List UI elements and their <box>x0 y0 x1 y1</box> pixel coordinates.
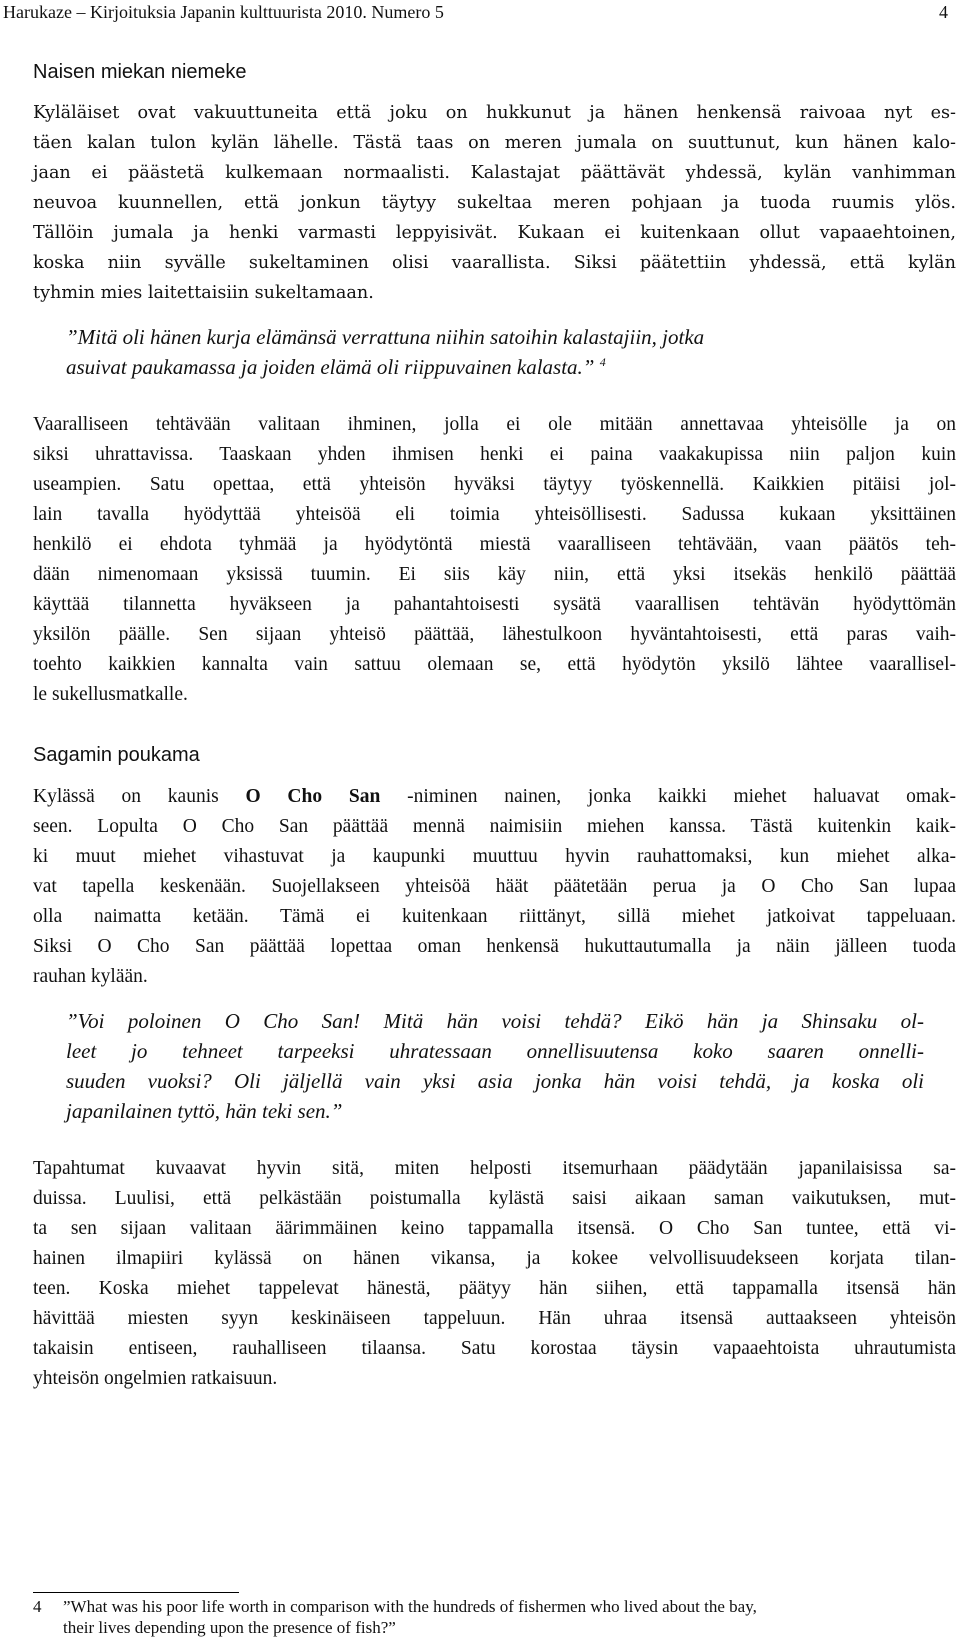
footnote-line: ”What was his poor life worth in comparison with the hundreds of fishermen who lived about the bay, <box>63 1597 757 1616</box>
text-line <box>33 872 956 902</box>
text-line: henkilö ei ehdota tyhmää ja hyödytöntä miestä vaaralliseen tehtävään, vaan päätös teh- <box>33 534 956 555</box>
quote-line: leet jo tehneet tarpeeksi uhratessaan onnellisuutensa koko saaren onnelli- <box>66 1039 924 1063</box>
text-line: Vaaralliseen tehtävään valitaan ihminen, jolla ei ole mitään annettavaa yhteisölle ja on <box>33 414 956 435</box>
text-segment: -niminen nainen, jonka kaikki miehet haluavat omak- <box>380 786 956 807</box>
text-line: täen kalan tulon kylän lähelle. Tästä taas on meren jumala on suuttunut, kun hänen kalo- <box>33 133 956 153</box>
section2-block-quote <box>66 1006 924 1126</box>
section-heading-sagamin-poukama: Sagamin poukama <box>33 744 200 766</box>
footnote-reference[interactable]: 4 <box>599 355 606 369</box>
text-line: yhteisön ongelmien ratkaisuun. <box>33 1368 278 1389</box>
text-segment: olla naimatta ketään. Tämä ei kuitenkaan riittänyt, sillä miehet jatkoivat tappeluaan. <box>33 906 956 927</box>
text-line: lain tavalla hyödyttää yhteisöä eli toimia yhteisöllisesti. Sadussa kukaan yksittäinen <box>33 504 956 525</box>
text-line <box>33 962 956 992</box>
footnote-line: their lives depending upon the presence of fish?” <box>63 1618 396 1637</box>
quote-line: japanilainen tyttö, hän teki sen.” <box>66 1099 343 1123</box>
text-line: jaan ei päästetä kulkemaan normaalisti. Kalastajat päättävät yhdessä, kylän vanhimman <box>33 163 956 183</box>
text-line: takaisin entiseen, rauhalliseen tilaansa. Satu korostaa täysin vapaaehtoista uhrautumista <box>33 1338 956 1359</box>
page-number: 4 <box>939 2 948 22</box>
text-line <box>33 842 956 872</box>
quote-line: suuden vuoksi? Oli jäljellä vain yksi asia jonka hän voisi tehdä, ja koska oli <box>66 1069 924 1093</box>
footnote-divider <box>33 1592 239 1593</box>
quote-line: ”Mitä oli hänen kurja elämänsä verrattuna niihin satoihin kalastajiin, jotka <box>66 325 705 349</box>
text-line: duissa. Luulisi, että pelkästään poistumalla kylästä saisi aikaan saman vaikutuksen, mut- <box>33 1188 956 1209</box>
text-segment: Siksi O Cho San päättää lopettaa oman henkensä hukuttautumalla ja näin jälleen tuoda <box>33 936 956 957</box>
text-line: hävittää miesten syyn keskinäiseen tappeluun. Hän uhraa itsensä auttaakseen yhteisön <box>33 1308 956 1329</box>
text-line: ta sen sijaan valitaan äärimmäinen keino tappamalla itsensä. O Cho San tuntee, että vi- <box>33 1218 956 1239</box>
quote-line <box>66 352 924 382</box>
text-line: hainen ilmapiiri kylässä on hänen vikansa, ja kokee velvollisuudekseen korjata tilan- <box>33 1248 956 1269</box>
text-line <box>33 902 956 932</box>
text-line <box>33 812 956 842</box>
section-heading-naisen-miekan-niemeke: Naisen miekan niemeke <box>33 61 247 83</box>
quote-line: ”Voi poloinen O Cho San! Mitä hän voisi tehdä? Eikö hän ja Shinsaku ol- <box>66 1009 924 1033</box>
text-line: käyttää tilannetta hyväkseen ja pahantahtoisesti sysätä vaarallisen tehtävän hyödyttömän <box>33 594 956 615</box>
text-line: dään nimenomaan yksissä tuumin. Ei siis käy niin, että yksi itsekäs henkilö päättää <box>33 564 956 585</box>
text-line: Tapahtumat kuvaavat hyvin sitä, miten helposti itsemurhaan päädytään japanilaisissa sa- <box>33 1158 956 1179</box>
text-line: useampien. Satu opettaa, että yhteisön hyväksi täytyy työskennellä. Kaikkien pitäisi jol- <box>33 474 956 495</box>
section1-block-quote <box>66 322 924 382</box>
text-segment: rauhan kylään. <box>33 966 148 987</box>
text-line: yksilön päälle. Sen sijaan yhteisö päättää, lähestulkoon hyväntahtoisesti, että paras vaih- <box>33 624 956 645</box>
section1-paragraph-2 <box>33 410 956 710</box>
quote-text: asuivat paukamassa ja joiden elämä oli riippuvainen kalasta.” <box>66 355 595 379</box>
text-segment: seen. Lopulta O Cho San päättää mennä naimisiin miehen kanssa. Tästä kuitenkin kaik- <box>33 816 956 837</box>
text-line: neuvoa kuunnellen, että jonkun täytyy sukeltaa meren pohjaan ja tuoda ruumis ylös. <box>33 193 956 213</box>
text-line: koska niin syvälle sukeltaminen olisi vaarallista. Siksi päätettiin yhdessä, että kylän <box>33 253 956 273</box>
running-header <box>3 0 948 24</box>
header-title: Harukaze – Kirjoituksia Japanin kulttuurista 2010. Numero 5 <box>3 2 444 22</box>
text-line: le sukellusmatkalle. <box>33 684 188 705</box>
footnote-number: 4 <box>33 1597 42 1616</box>
bold-name: O Cho San <box>245 786 381 807</box>
section2-paragraph-1 <box>33 782 956 992</box>
text-line <box>33 932 956 962</box>
text-line: Kyläläiset ovat vakuuttuneita että joku on hukkunut ja hänen henkensä raivoaa nyt es- <box>33 103 956 123</box>
text-line: tyhmin mies laitettaisiin sukeltamaan. <box>33 283 374 303</box>
text-line: siksi uhrattavissa. Taaskaan yhden ihmisen henki ei paina vaakakupissa niin paljon kuin <box>33 444 956 465</box>
text-line <box>33 782 956 812</box>
text-line: toehto kaikkien kannalta vain sattuu olemaan se, että hyödytön yksilö lähtee vaarallisel- <box>33 654 956 675</box>
text-line: teen. Koska miehet tappelevat hänestä, päätyy hän siihen, että tappamalla itsensä hän <box>33 1278 956 1299</box>
section2-paragraph-2 <box>33 1154 956 1394</box>
text-segment: ki muut miehet vihastuvat ja kaupunki muuttuu hyvin rauhattomaksi, kun miehet alka- <box>33 846 956 867</box>
section1-paragraph-1 <box>33 98 956 308</box>
text-line: Tällöin jumala ja henki varmasti leppyisivät. Kukaan ei kuitenkaan ollut vapaaehtoinen, <box>33 223 956 243</box>
text-segment: vat tapella keskenään. Suojellakseen yhteisöä häät päätetään perua ja O Cho San lupaa <box>33 876 956 897</box>
text-segment: Kylässä on kaunis <box>33 786 246 807</box>
